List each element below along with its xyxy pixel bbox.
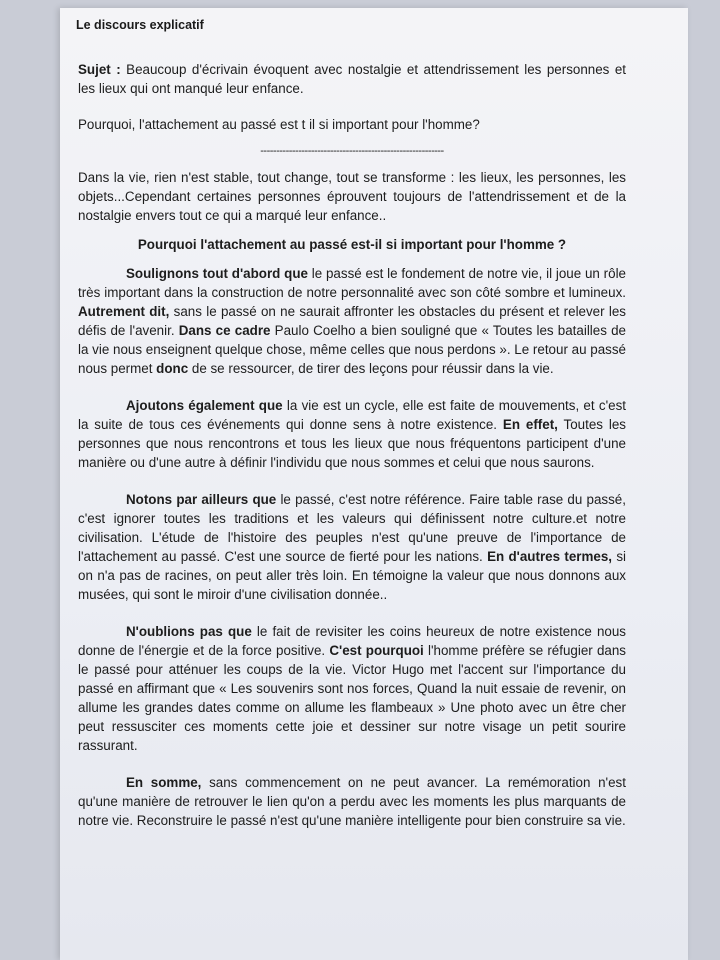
subject-label: Sujet : — [78, 62, 121, 77]
connector: donc — [156, 361, 189, 376]
connector: C'est pourquoi — [329, 643, 424, 658]
document-header: Le discours explicatif — [76, 18, 204, 32]
connector: En d'autres termes, — [487, 549, 613, 564]
connector: Ajoutons également que — [126, 398, 283, 413]
question-line: Pourquoi, l'attachement au passé est t il si important pour l'homme? — [78, 117, 480, 132]
paragraph-text: le passé, c'est notre référence. Faire table rase du passé, c'est ignorer toutes les traditions et les valeurs qui définissent notre culture.et notre civilisation. L'étude de l'histoire des peuples n'est qu'une preuve de l'importance de l'attachement au passé. C'est une source de fierté pour les nations. — [78, 492, 626, 564]
connector: Notons par ailleurs que — [126, 492, 277, 507]
paragraph-text: l'homme préfère se réfugier dans le passé pour atténuer les coups de la vie. Victor Hugo met l'accent sur l'importance du passé en affirmant que « Les souvenirs sont nos forces, Quand la nuit essaie de revenir, on allume les grandes dates comme on allume les flambeaux » Une photo avec un être cher peut ressusciter ces moments cette joie et dessiner sur notre visage un petit sourire rassurant. — [78, 643, 626, 753]
conclusion-paragraph — [78, 773, 626, 830]
connector: En effet, — [502, 417, 558, 432]
subject-paragraph — [78, 60, 626, 98]
problematic-heading: Pourquoi l'attachement au passé est-il si important pour l'homme ? — [137, 237, 567, 252]
paragraph-text: Toutes les personnes que nous rencontrons et tous les lieux que nous fréquentons participent d'une manière ou d'une autre à définir l'individu que nous sommes et celui que nous saurons. — [78, 417, 626, 470]
paragraph-text: le fait de revisiter les coins heureux de notre existence nous donne de l'énergie et de la force positive. — [78, 624, 626, 658]
connector: Autrement dit, — [78, 304, 170, 319]
paragraph-text: sans commencement on ne peut avancer. La remémoration n'est qu'une manière de retrouver le lien qu'on a perdu avec les moments les plus marquants de notre vie. Reconstruire le passé n'est qu'une manière intelligente pour bien construire sa vie. — [78, 775, 626, 828]
paragraph-text: la vie est un cycle, elle est faite de mouvements, et c'est la suite de tous ces événements qui donne sens à notre existence. — [78, 398, 626, 432]
paragraph-text: Paulo Coelho a bien souligné que « Toutes les batailles de la vie nous enseignent quelque chose, même celles que nous perdons ». Le retour au passé nous permet — [78, 323, 626, 376]
document-page — [60, 8, 688, 960]
subject-text: Beaucoup d'écrivain évoquent avec nostalgie et attendrissement les personnes et les lieux qui ont manqué leur enfance. — [78, 62, 627, 96]
connector: N'oublions pas que — [126, 624, 252, 639]
paragraph-text: si on n'a pas de racines, on peut aller très loin. En témoigne la valeur que nous donnons aux musées, qui sont le miroir d'une civilisation donnée.. — [78, 549, 626, 602]
divider-line: ---------------------------------------------------------- — [260, 145, 444, 157]
connector: En somme, — [126, 775, 202, 790]
argument-paragraph-1 — [78, 264, 626, 378]
connector: Soulignons tout d'abord que — [126, 266, 308, 281]
connector: Dans ce cadre — [178, 323, 271, 338]
paragraph-text: le passé est le fondement de notre vie, il joue un rôle très important dans la construction de notre personnalité avec son côté sombre et lumineux. — [78, 266, 627, 300]
argument-paragraph-3 — [78, 490, 626, 604]
paragraph-text: sans le passé on ne saurait affronter les obstacles du présent et relever les défis de l'avenir. — [78, 304, 627, 338]
introduction-paragraph: Dans la vie, rien n'est stable, tout change, tout se transforme : les lieux, les personnes, les objets...Cependant certaines personnes éprouvent toujours de l'attendrissement et de la nostalgie envers tout ce qui a marqué leur enfance.. — [78, 170, 626, 223]
argument-paragraph-4 — [78, 622, 626, 755]
document-body — [78, 60, 626, 830]
argument-paragraph-2 — [78, 396, 626, 472]
paragraph-text: de se ressourcer, de tirer des leçons pour réussir dans la vie. — [188, 361, 554, 376]
